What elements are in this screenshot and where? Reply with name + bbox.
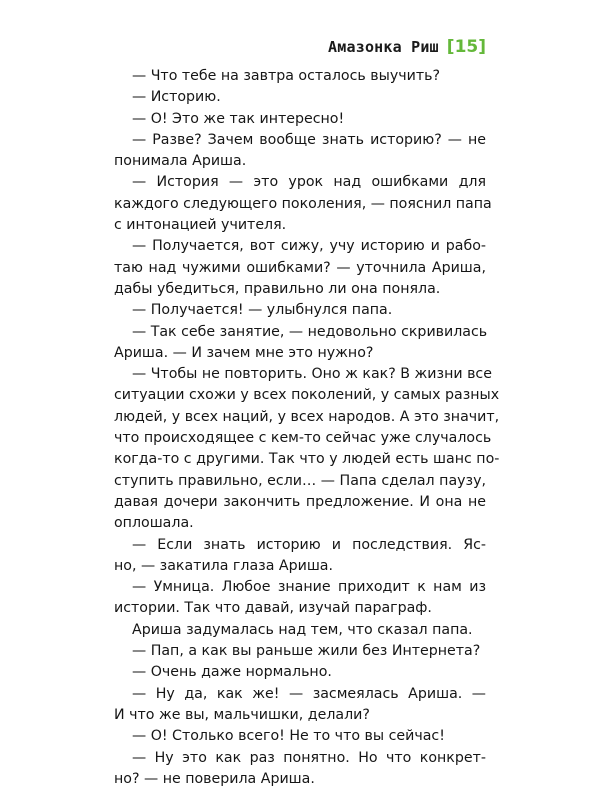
paragraph <box>114 87 486 108</box>
paragraph <box>114 684 486 727</box>
text-line: оплошала. <box>114 513 486 534</box>
text-line: — Получается, вот сижу, учу историю и рабо- <box>114 236 486 257</box>
text-line: — Чтобы не повторить. Оно ж как? В жизни все <box>114 364 486 385</box>
text-line: — Получается! — улыбнулся папа. <box>114 300 486 321</box>
text-line: — Разве? Зачем вообще знать историю? — не <box>114 130 486 151</box>
text-line: — Если знать историю и последствия. Яс- <box>114 535 486 556</box>
text-line: понимала Ариша. <box>114 151 486 172</box>
paragraph <box>114 748 486 790</box>
paragraph <box>114 66 486 87</box>
text-line: людей, у всех наций, у всех народов. А это значит, <box>114 407 486 428</box>
text-line: — О! Это же так интересно! <box>114 109 486 130</box>
text-line: ступить правильно, если… — Папа сделал паузу, <box>114 471 486 492</box>
text-line: давая дочери закончить предложение. И она не <box>114 492 486 513</box>
body-text <box>114 66 486 790</box>
running-title: Амазонка Риш <box>328 38 439 56</box>
text-line: таю над чужими ошибками? — уточнила Ариша, <box>114 258 486 279</box>
text-line: — О! Столько всего! Не то что вы сейчас! <box>114 726 486 747</box>
paragraph <box>114 620 486 641</box>
paragraph <box>114 364 486 534</box>
text-line: — История — это урок над ошибками для <box>114 172 486 193</box>
text-line: — Очень даже нормально. <box>114 662 486 683</box>
paragraph <box>114 109 486 130</box>
text-line: — Ну да, как же! — засмеялась Ариша. — <box>114 684 486 705</box>
text-line: — Историю. <box>114 87 486 108</box>
paragraph <box>114 577 486 620</box>
text-line: Ариша задумалась над тем, что сказал папа. <box>114 620 486 641</box>
text-line: но, — закатила глаза Ариша. <box>114 556 486 577</box>
text-line: но? — не поверила Ариша. <box>114 769 486 790</box>
text-line: что происходящее с кем-то сейчас уже случалось <box>114 428 486 449</box>
text-line: — Так себе занятие, — недовольно скривилась <box>114 322 486 343</box>
paragraph <box>114 641 486 662</box>
text-line: Ариша. — И зачем мне это нужно? <box>114 343 486 364</box>
paragraph <box>114 130 486 173</box>
paragraph <box>114 535 486 578</box>
page-number: [15] <box>447 37 486 57</box>
text-line: ситуации схожи у всех поколений, у самых разных <box>114 385 486 406</box>
text-line: — Умница. Любое знание приходит к нам из <box>114 577 486 598</box>
text-line: — Ну это как раз понятно. Но что конкрет- <box>114 748 486 769</box>
paragraph <box>114 300 486 321</box>
paragraph <box>114 322 486 365</box>
text-line: И что же вы, мальчишки, делали? <box>114 705 486 726</box>
text-line: дабы убедиться, правильно ли она поняла. <box>114 279 486 300</box>
text-line: — Пап, а как вы раньше жили без Интернета? <box>114 641 486 662</box>
paragraph <box>114 236 486 300</box>
paragraph <box>114 726 486 747</box>
paragraph <box>114 172 486 236</box>
text-line: когда-то с другими. Так что у людей есть шанс по- <box>114 449 486 470</box>
text-line: истории. Так что давай, изучай параграф. <box>114 598 486 619</box>
running-header <box>328 37 486 57</box>
text-line: — Что тебе на завтра осталось выучить? <box>114 66 486 87</box>
text-line: с интонацией учителя. <box>114 215 486 236</box>
paragraph <box>114 662 486 683</box>
text-line: каждого следующего поколения, — пояснил папа <box>114 194 486 215</box>
